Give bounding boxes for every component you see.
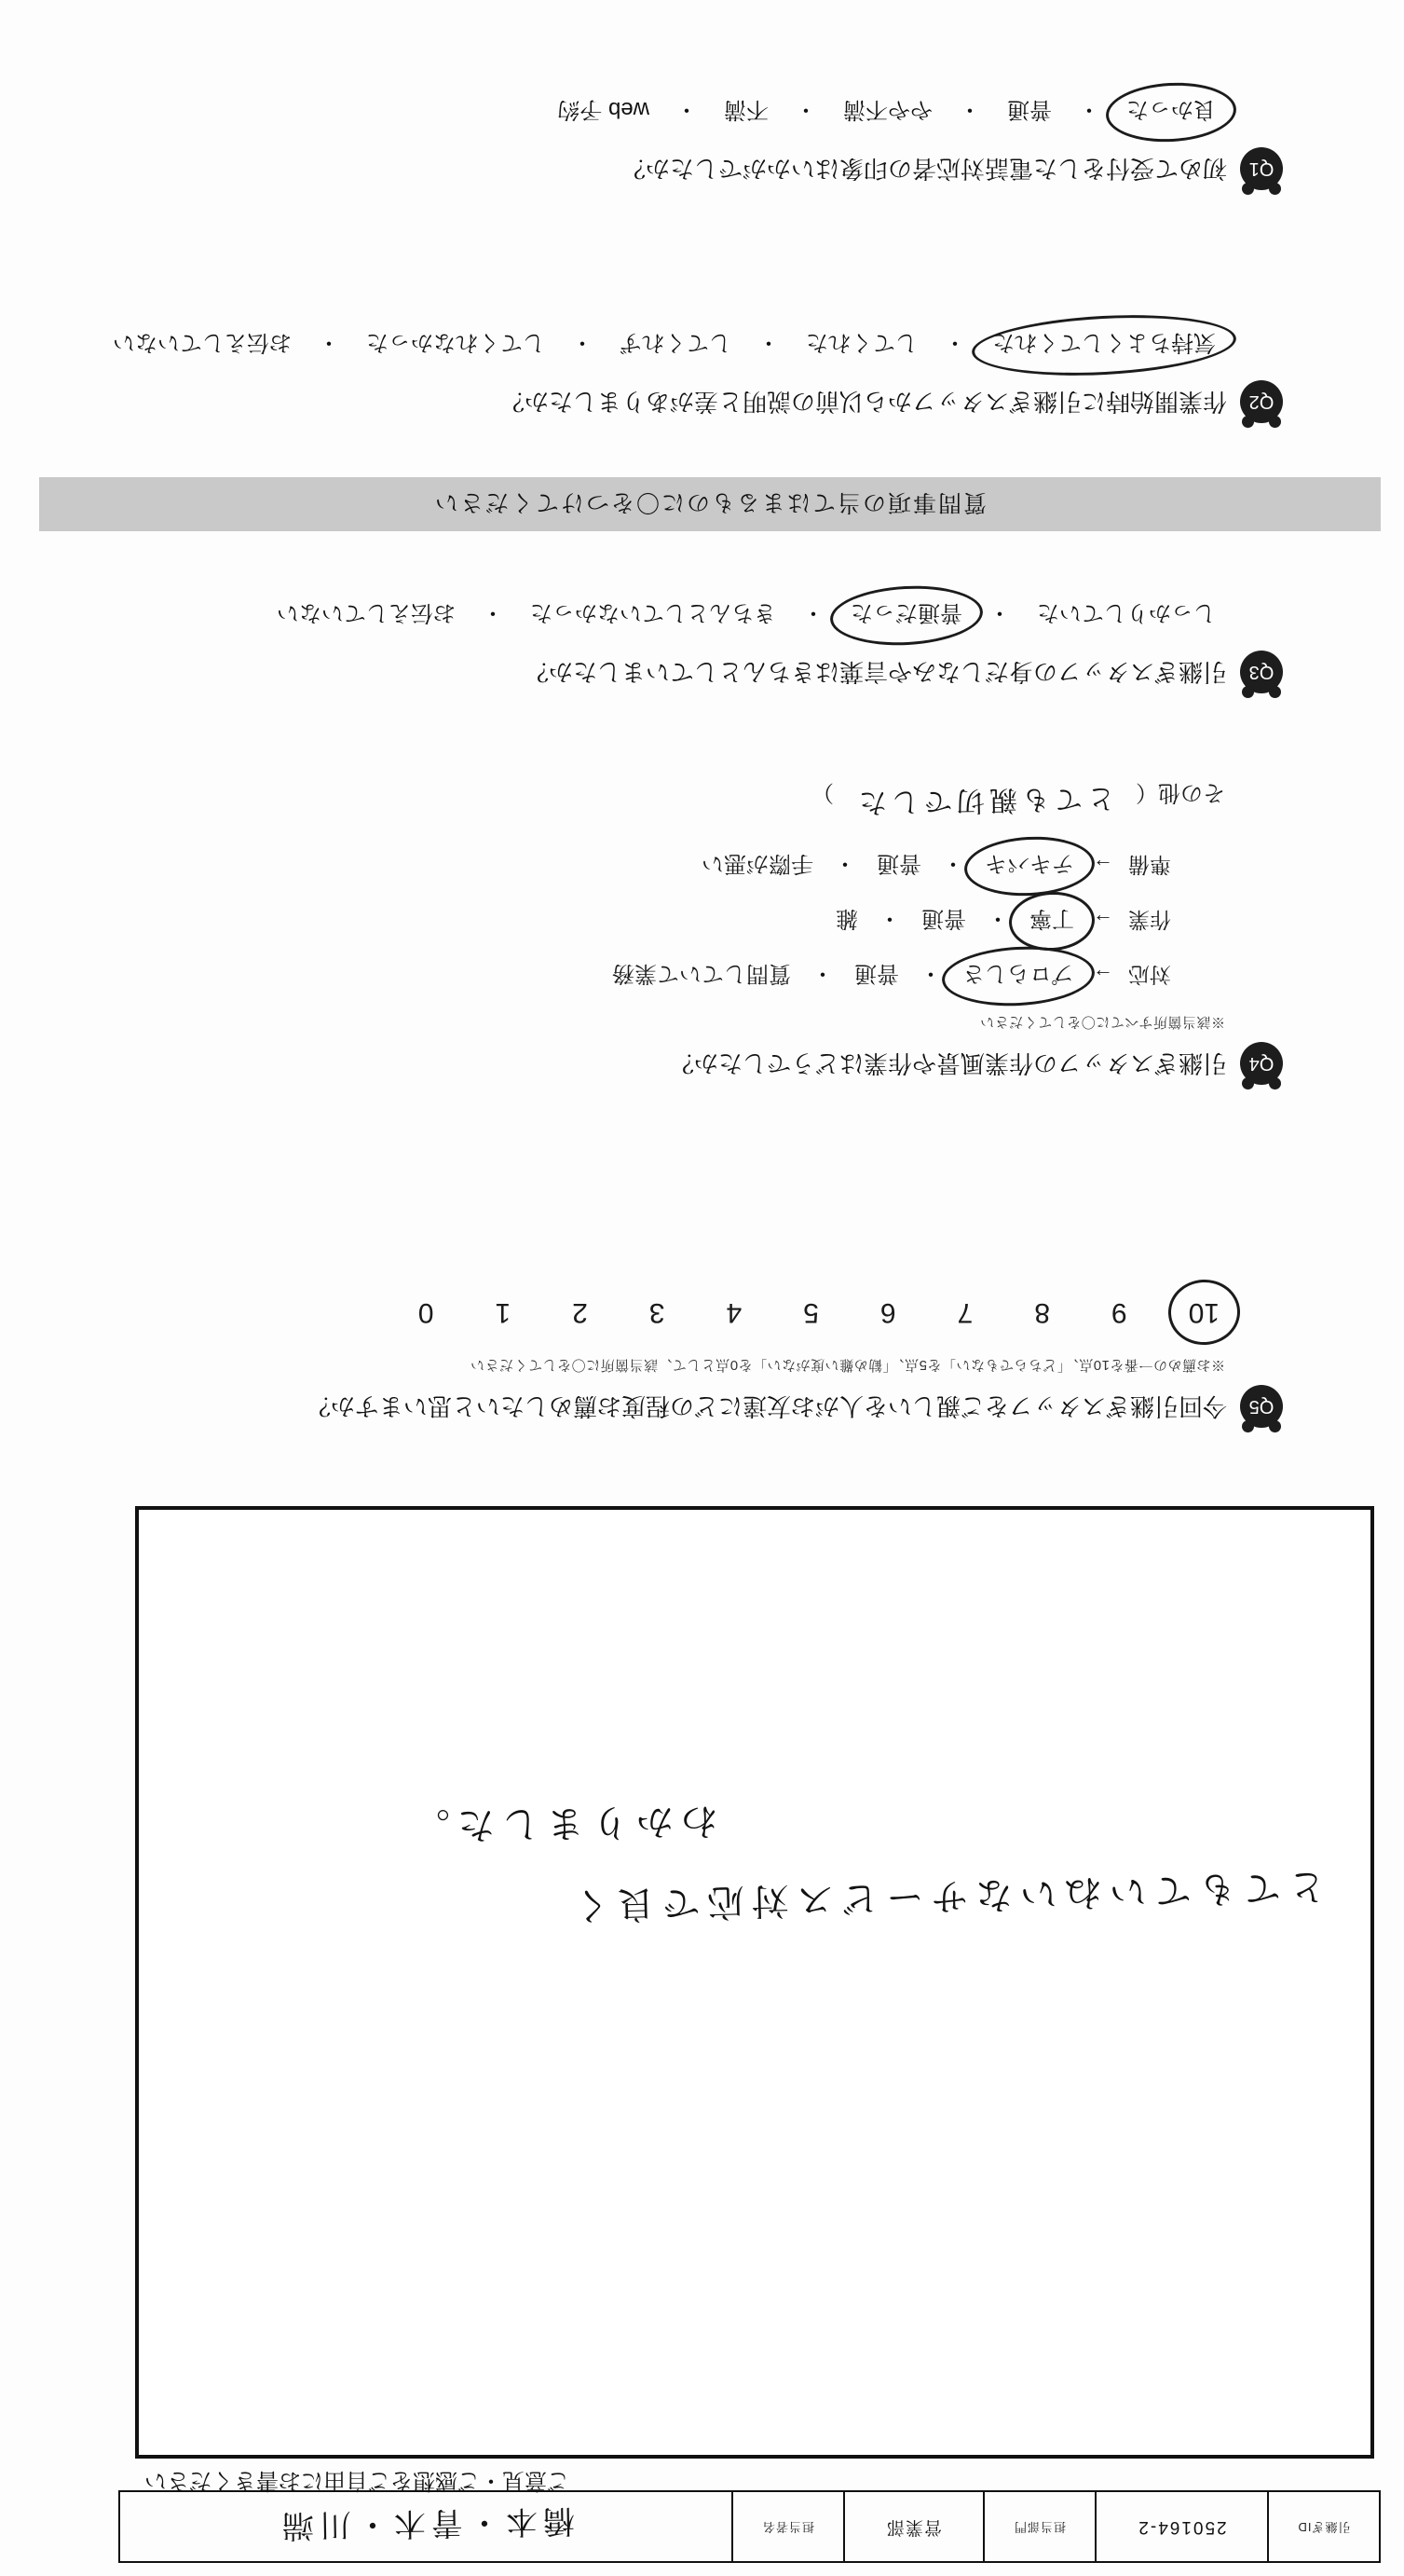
- option-separator: ・: [920, 961, 942, 986]
- q4-option-taiou-2[interactable]: 普通: [854, 961, 899, 986]
- q2-option-5[interactable]: お伝えしていない: [113, 330, 292, 355]
- header-id-label: 引継ぎID: [1297, 2520, 1351, 2535]
- survey-title-bar: [39, 477, 1381, 531]
- scale-option-0[interactable]: 0: [417, 1297, 434, 1328]
- q4-option-junbi-1[interactable]: テキパキ: [975, 848, 1084, 884]
- scale-option-4[interactable]: 4: [726, 1297, 743, 1328]
- q2-option-1[interactable]: 気持ちよくしてくれた: [983, 327, 1225, 363]
- q4-other-handwritten: とても親切でした: [853, 781, 1116, 819]
- header-dept-value: 営業部: [886, 2517, 943, 2538]
- question-badge-q3: Q3: [1240, 651, 1283, 693]
- scale-option-10[interactable]: 10: [1183, 1293, 1225, 1332]
- question-badge-q4: Q4: [1240, 1042, 1283, 1085]
- q4-row-label-taiou: 対応: [1128, 963, 1171, 987]
- q2-option-2[interactable]: してくれた: [806, 330, 918, 355]
- q4-other-line[interactable]: [72, 779, 1225, 824]
- q4-option-junbi-2[interactable]: 普通: [877, 851, 921, 876]
- q1-option-4[interactable]: 不満: [724, 97, 769, 122]
- q4-option-sagyou-1[interactable]: 丁寧: [1020, 903, 1084, 939]
- option-row-q1[interactable]: [53, 94, 1225, 130]
- q3-option-1[interactable]: しっかりしていた: [1037, 600, 1216, 625]
- question-text-q2: 作業開始時に引継ぎスタッフから以前の説明と差がありましたか？: [499, 388, 1227, 416]
- q4-option-sagyou-3[interactable]: 雑: [836, 906, 858, 931]
- q4-option-sagyou-2[interactable]: 普通: [921, 906, 966, 931]
- question-text-q1: 初めて受付をした電話対応者の印象はいかがでしたか？: [620, 155, 1227, 183]
- option-row-q3[interactable]: [53, 597, 1225, 634]
- question-note-q4: ※該当箇所すべてに〇をしてください: [979, 1014, 1225, 1030]
- q3-option-2[interactable]: 普通だった: [841, 597, 972, 634]
- option-separator: ・: [811, 961, 834, 986]
- option-separator: ・: [942, 851, 964, 876]
- scale-option-6[interactable]: 6: [879, 1297, 896, 1328]
- scale-row-q5[interactable]: [72, 1293, 1225, 1332]
- question-badge-q1: Q1: [1240, 147, 1283, 190]
- q3-option-3[interactable]: きちんとしていなかった: [530, 600, 776, 625]
- header-id-value-cell: [1095, 2492, 1267, 2561]
- q1-option-1[interactable]: 良かった: [1117, 94, 1225, 130]
- option-separator: ・: [1078, 97, 1100, 122]
- q2-option-4[interactable]: してくれなかった: [366, 330, 545, 355]
- question-block-q2: [53, 327, 1283, 423]
- header-dept-label-cell: [983, 2492, 1095, 2561]
- scale-option-5[interactable]: 5: [803, 1297, 819, 1328]
- option-separator: ・: [482, 600, 504, 625]
- q1-option-2[interactable]: 普通: [1007, 97, 1052, 122]
- option-separator: ・: [959, 97, 981, 122]
- comment-handwritten-line-1: とてもていねいなサービス対応で良く: [565, 1864, 1327, 1927]
- question-block-q3: [53, 597, 1283, 693]
- comment-label: ご意見・ご感想をご自由にお書きください: [144, 2468, 569, 2493]
- arrow-icon: →: [1093, 910, 1113, 934]
- q4-other-label: その他（: [1136, 780, 1225, 805]
- header-info-box: [118, 2490, 1381, 2563]
- survey-title-text: 質問事項の当てはまるものに〇をつけてください: [433, 489, 988, 515]
- header-staff-name-handwritten: 橋本・青木・川端: [276, 2501, 576, 2545]
- scale-option-9[interactable]: 9: [1111, 1297, 1127, 1328]
- question-block-q5: [72, 1293, 1283, 1428]
- question-text-q5: 今回引継ぎスタッフをご親しいを人がお友達にどの程度お薦めしたいと思いますか？: [306, 1392, 1227, 1420]
- question-badge-q5: Q5: [1240, 1385, 1283, 1428]
- header-dept-value-cell: [843, 2492, 983, 2561]
- question-badge-q2: Q2: [1240, 380, 1283, 423]
- option-separator: ・: [802, 600, 825, 625]
- option-separator: ・: [987, 906, 1009, 931]
- option-separator: ・: [944, 330, 966, 355]
- question-block-q1: [53, 94, 1283, 190]
- q4-row-taiou[interactable]: [72, 958, 1171, 994]
- q4-row-label-junbi: 準備: [1128, 853, 1171, 877]
- q4-row-junbi[interactable]: [72, 848, 1171, 884]
- option-separator: ・: [571, 330, 593, 355]
- q4-row-label-sagyou: 作業: [1128, 908, 1171, 932]
- header-id-value: 250164-2: [1137, 2517, 1227, 2538]
- question-text-q3: 引継ぎスタッフの身だしなみや言葉はきちんとしていましたか？: [524, 658, 1227, 686]
- q4-other-close: ）: [811, 780, 834, 805]
- q4-row-sagyou[interactable]: [72, 903, 1171, 939]
- q3-option-4[interactable]: お伝えしていない: [277, 600, 456, 625]
- comment-box[interactable]: [135, 1506, 1374, 2459]
- option-separator: ・: [318, 330, 340, 355]
- q4-option-taiou-3[interactable]: 質問していて業務: [612, 961, 791, 986]
- question-block-q4: [72, 779, 1283, 1085]
- option-separator: ・: [675, 97, 698, 122]
- option-separator: ・: [834, 851, 856, 876]
- q4-option-junbi-3[interactable]: 手際が悪い: [702, 851, 813, 876]
- header-staff-label-cell: [731, 2492, 843, 2561]
- comment-section: [135, 1506, 1374, 2493]
- option-separator: ・: [795, 97, 817, 122]
- arrow-icon: →: [1093, 965, 1113, 989]
- scale-option-8[interactable]: 8: [1034, 1297, 1050, 1328]
- question-text-q4: 引継ぎスタッフの作業風景や作業はどうでしたか？: [669, 1049, 1227, 1077]
- q1-option-5[interactable]: web 予約: [557, 97, 649, 122]
- q4-option-taiou-1[interactable]: プロらしさ: [953, 958, 1084, 994]
- scale-option-1[interactable]: 1: [495, 1297, 511, 1328]
- option-separator: ・: [879, 906, 901, 931]
- option-row-q2[interactable]: [53, 327, 1225, 363]
- option-separator: ・: [988, 600, 1011, 625]
- option-separator: ・: [757, 330, 780, 355]
- comment-handwritten-line-2: わかりました。: [404, 1799, 719, 1847]
- q2-option-3[interactable]: してくれず: [620, 330, 731, 355]
- scale-option-2[interactable]: 2: [572, 1297, 588, 1328]
- question-note-q5: ※お薦めの一番を10点、「どちらでもない」を5点、「勧め難い度がない」を0点として、該当箇所に〇をしてください: [470, 1357, 1225, 1373]
- scale-option-7[interactable]: 7: [957, 1297, 974, 1328]
- q1-option-3[interactable]: やや不満: [843, 97, 933, 122]
- header-dept-label: 担当部門: [1014, 2520, 1067, 2535]
- arrow-icon: →: [1093, 855, 1113, 879]
- header-staff-name-cell: [120, 2492, 731, 2561]
- header-id-label-cell: [1267, 2492, 1379, 2561]
- header-staff-label: 担当者名: [762, 2520, 815, 2535]
- scale-option-3[interactable]: 3: [648, 1297, 665, 1328]
